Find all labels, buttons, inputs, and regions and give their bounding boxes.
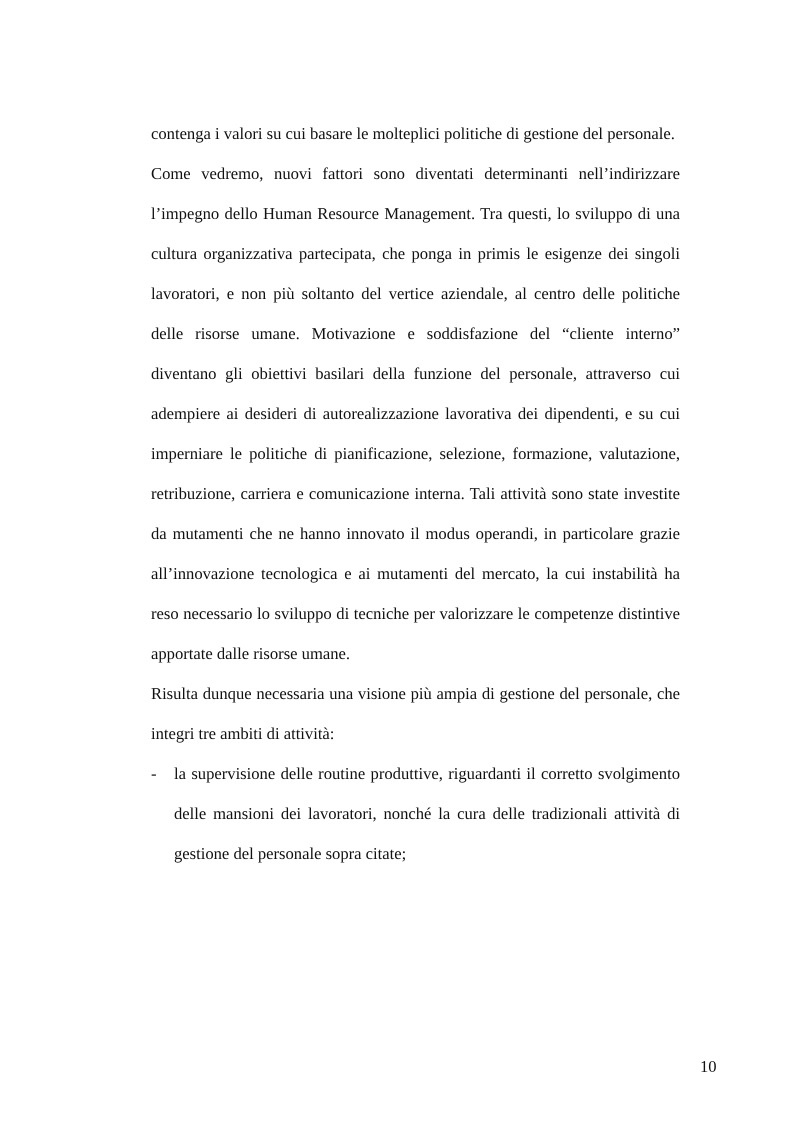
paragraph-broader-vision: Risulta dunque necessaria una visione più ampia di gestione del personale, che integri tre ambiti di attività: <box>151 684 680 743</box>
paragraph-hrm-factors: Come vedremo, nuovi fattori sono diventati determinanti nell’indirizzare l’impegno dello Human Resource Management. Tra questi, lo sviluppo di una cultura organizzativa partecipata, che ponga in primis le esigenze dei singoli lavoratori, e non più soltanto del vertice aziendale, al centro delle politiche delle risorse umane. Motivazione e soddisfazione del “cliente interno” diventano gli obiettivi basilari della funzione del personale, attraverso cui adempiere ai desideri di autorealizzazione lavorativa dei dipendenti, e su cui imperniare le politiche di pianificazione, selezione, formazione, valutazione, retribuzione, carriera e comunicazione interna. Tali attività sono state investite da mutamenti che ne hanno innovato il modus operandi, in particolare grazie all’innovazione tecnologica e ai mutamenti del mercato, la cui instabilità ha reso necessario lo sviluppo di tecniche per valorizzare le competenze distintive apportate dalle risorse umane. <box>151 164 680 663</box>
list-item <box>151 754 680 874</box>
body-text <box>151 114 680 874</box>
paragraph-continuation: contenga i valori su cui basare le molteplici politiche di gestione del personale. <box>151 124 675 143</box>
page-number: 10 <box>700 1057 717 1076</box>
list-marker: - <box>151 764 157 783</box>
list-item-text: la supervisione delle routine produttive, riguardanti il corretto svolgimento delle mansioni dei lavoratori, nonché la cura delle tradizionali attività di gestione del personale sopra citate; <box>174 764 680 863</box>
